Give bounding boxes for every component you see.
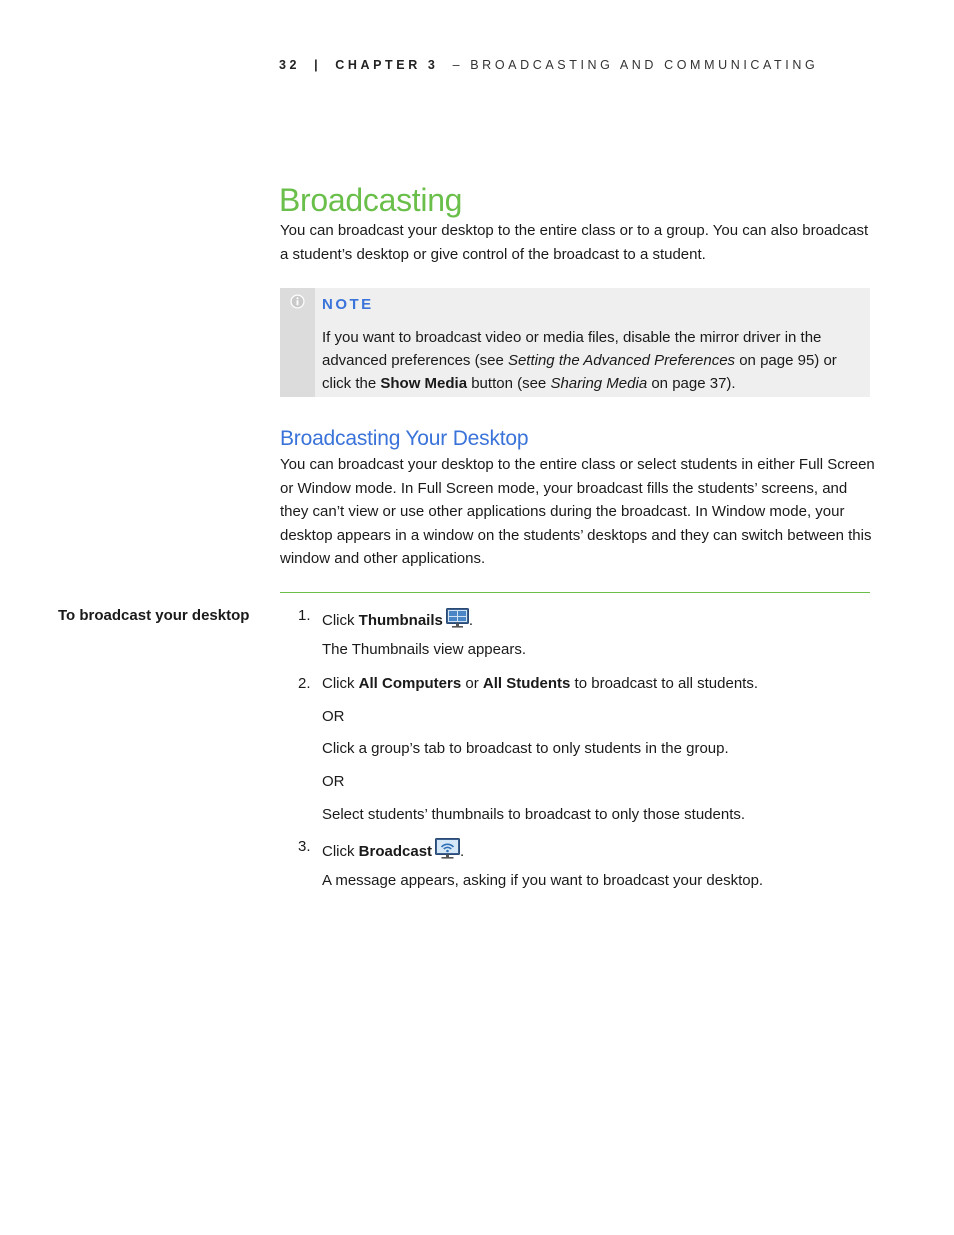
step-2-all-computers-label: All Computers bbox=[358, 675, 462, 692]
step-2-suffix: to broadcast to all students. bbox=[570, 675, 759, 692]
broadcast-monitor-icon bbox=[435, 838, 460, 859]
page-number: 32 bbox=[279, 58, 301, 72]
step-2-prefix: Click bbox=[322, 675, 359, 692]
note-show-media: Show Media bbox=[380, 375, 468, 392]
note-text-part: If you want to broadcast video or media files, disable the mirror driver in the advanced preferences (see bbox=[322, 329, 822, 369]
section-title: Broadcasting bbox=[279, 182, 463, 218]
note-text bbox=[322, 326, 862, 395]
note-reference-advanced-preferences: Setting the Advanced Preferences bbox=[507, 352, 736, 369]
note-text-part: button (see bbox=[467, 375, 551, 392]
note-strip bbox=[280, 288, 315, 397]
step-1-number: 1. bbox=[298, 607, 311, 624]
note-label: NOTE bbox=[322, 296, 374, 313]
procedure-title: To broadcast your desktop bbox=[58, 607, 250, 624]
chapter-title: – BROADCASTING AND COMMUNICATING bbox=[452, 58, 819, 72]
step-1-text bbox=[322, 608, 473, 629]
step-2-text bbox=[322, 675, 758, 692]
note-text-part: on page 37). bbox=[647, 375, 736, 392]
note-box bbox=[280, 288, 870, 397]
chapter-label: CHAPTER 3 bbox=[335, 58, 439, 72]
step-2-alternative-1: Click a group’s tab to broadcast to only students in the group. bbox=[322, 740, 729, 757]
step-1-thumbnails-label: Thumbnails bbox=[358, 612, 443, 629]
step-1-prefix: Click bbox=[322, 612, 359, 629]
step-1-suffix: . bbox=[468, 612, 474, 629]
note-text-part: on page 95) or click the bbox=[322, 352, 837, 392]
running-header bbox=[279, 58, 818, 72]
step-2-number: 2. bbox=[298, 675, 311, 692]
header-separator: | bbox=[314, 58, 322, 72]
step-2-middle: or bbox=[461, 675, 483, 692]
subsection-description: You can broadcast your desktop to the entire class or select students in either Full Screen or Window mode. In Full Screen mode, your broadcast fills the students’ screens, and they can’t view or use other applications during the broadcast. In Window mode, your desktop appears in a window on the students’ desktops and they can switch between this window and other applications. bbox=[280, 456, 875, 567]
step-2-all-students-label: All Students bbox=[482, 675, 571, 692]
step-3-text bbox=[322, 838, 464, 860]
section-intro: You can broadcast your desktop to the entire class or to a group. You can also broadcast a student’s desktop or give control of the broadcast to a student. bbox=[280, 222, 869, 263]
step-3-result: A message appears, asking if you want to broadcast your desktop. bbox=[322, 872, 764, 889]
step-3-number: 3. bbox=[298, 838, 311, 855]
step-3-suffix: . bbox=[460, 843, 465, 860]
step-3-prefix: Click bbox=[322, 843, 359, 860]
info-icon bbox=[290, 294, 305, 309]
note-reference-sharing-media: Sharing Media bbox=[550, 375, 648, 392]
procedure-divider bbox=[280, 592, 870, 593]
step-3-broadcast-label: Broadcast bbox=[358, 843, 433, 860]
subsection-title: Broadcasting Your Desktop bbox=[280, 427, 529, 450]
step-1-result: The Thumbnails view appears. bbox=[322, 641, 526, 658]
step-2-or-1: OR bbox=[322, 708, 345, 725]
step-2-alternative-2: Select students’ thumbnails to broadcast to only those students. bbox=[322, 806, 746, 823]
thumbnails-monitor-icon bbox=[446, 608, 469, 628]
step-2-or-2: OR bbox=[322, 773, 345, 790]
